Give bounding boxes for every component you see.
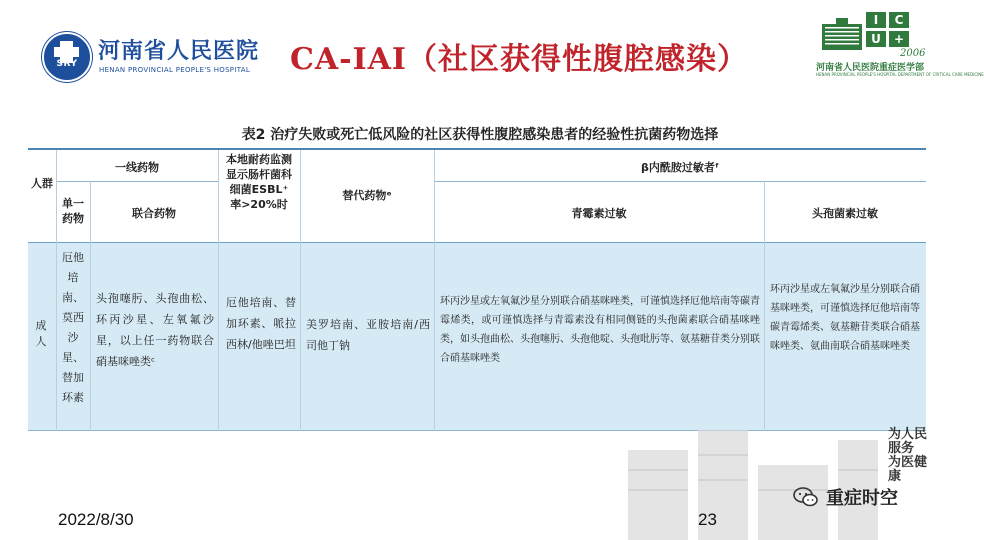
icu-letter-grid	[866, 12, 912, 48]
logo-abbrev: SRY	[56, 59, 78, 69]
icu-letter: U	[866, 31, 886, 47]
header-population: 人群	[31, 177, 53, 190]
page-number: 23	[698, 510, 717, 529]
cell-esbl-drug: 厄他培南、替加环素、哌拉西林/他唑巴坦	[226, 296, 296, 351]
icu-letter: +	[889, 31, 909, 47]
building-icon	[820, 16, 864, 52]
header-combination-drug: 联合药物	[132, 207, 176, 220]
antibiotic-table	[28, 148, 926, 431]
cell-cephalosporin-allergy: 环丙沙星或左氧氟沙星分别联合硝基咪唑类，可谨慎选择厄他培南等碳青霉烯类、氨基糖苷类联合硝基咪唑类、氨曲南联合硝基咪唑类	[770, 284, 920, 352]
header-first-line: 一线药物	[115, 161, 159, 174]
icu-logo	[816, 8, 984, 77]
cell-combination-drug: 头孢噻肟、头孢曲松、环丙沙星、左氧氟沙星，以上任一药物联合硝基咪唑类ᶜ	[96, 292, 214, 368]
hospital-logo	[42, 30, 274, 80]
icu-year: 2006	[900, 48, 926, 59]
cell-penicillin-allergy: 环丙沙星或左氧氟沙星分别联合硝基咪唑类，可谨慎选择厄他培南等碳青霉烯类，或可谨慎选择与青霉素没有相同侧链的头孢菌素联合硝基咪唑类，如头孢曲松、头孢噻肟、头孢他啶、头孢吡肟等、氨基糖苷类分别联合硝基咪唑类	[440, 296, 760, 364]
hospital-emblem-icon	[42, 32, 92, 82]
table-caption: 表2 治疗失败或死亡低风险的社区获得性腹腔感染患者的经验性抗菌药物选择	[241, 127, 719, 143]
wechat-icon	[793, 486, 819, 508]
hospital-name-en: HENAN PROVINCIAL PEOPLE'S HOSPITAL	[99, 66, 251, 74]
watermark-vertical-text: 为人民服务 为医健康	[888, 427, 928, 484]
wechat-account-name: 重症时空	[826, 488, 898, 509]
header-cephalosporin-allergy: 头孢菌素过敏	[812, 207, 878, 220]
cell-alternative-drug: 美罗培南、亚胺培南/西司他丁钠	[306, 318, 430, 352]
cell-population: 成人	[35, 319, 47, 348]
icu-department-name-en: HENAN PROVINCIAL PEOPLE'S HOSPITAL DEPARTMENT OF CRITICAL CARE MEDICINE	[816, 72, 984, 77]
hospital-name-cn: 河南省人民医院	[98, 39, 260, 64]
header-penicillin-allergy: 青霉素过敏	[571, 207, 627, 220]
icu-department-name: 河南省人民医院重症医学部	[816, 63, 925, 73]
footer-date: 2022/8/30	[58, 510, 134, 529]
cell-single-drug: 厄他培南、莫西沙星、替加环素	[62, 251, 84, 404]
slide-title: CA-IAI（社区获得性腹腔感染）	[290, 42, 748, 77]
header-single-drug: 单一药物	[62, 197, 84, 225]
header-alternative: 替代药物ᵉ	[342, 189, 392, 202]
icu-letter: I	[866, 12, 886, 28]
header-esbl: 本地耐药监测显示肠杆菌科细菌ESBL⁺率>20%时	[226, 153, 292, 211]
header-beta-lactam-allergy: β内酰胺过敏者ᶠ	[640, 161, 720, 174]
icu-letter: C	[889, 12, 909, 28]
